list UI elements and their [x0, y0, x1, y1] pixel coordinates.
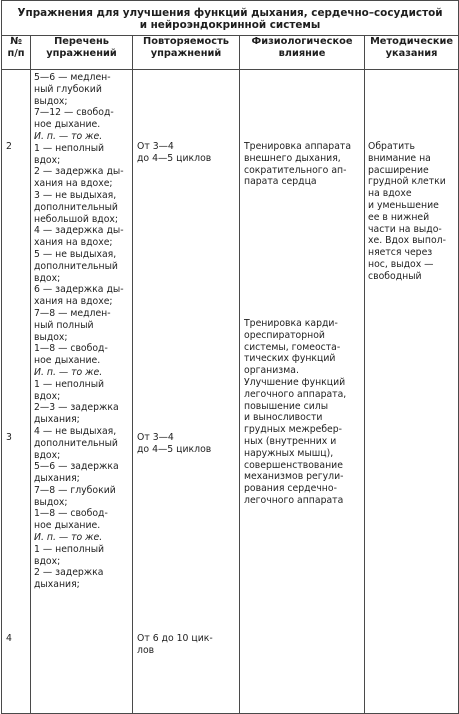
repeat-cell [133, 70, 240, 714]
notes-line: ее в нижней [368, 211, 430, 223]
exercise-line: 6 — задержка ды- [34, 284, 124, 296]
effect-line: парата сердца [244, 176, 317, 188]
header-repeat-line: Повторяемость [143, 36, 229, 47]
notes-line: грудной клетки [368, 176, 446, 188]
exercise-table [1, 0, 459, 714]
exercise-line: 7—8 — глубокий [34, 484, 116, 496]
effect-line: повышение силы [244, 400, 329, 412]
notes-line: нос, выдох — [368, 258, 434, 270]
header-number [2, 36, 31, 70]
exercise-line: 5 — не выдыхая, [34, 248, 117, 260]
exercise-line: 1 — неполный [34, 378, 105, 390]
exercise-line: 1—8 — свобод- [34, 508, 108, 520]
notes-line: Обратить [368, 141, 416, 152]
exercise-line: вдох; [34, 154, 61, 166]
effect-line: Улучшение функций [244, 376, 346, 388]
header-repeat [133, 36, 240, 70]
notes-line: расширение [368, 164, 429, 176]
effect-line: легочного аппарата [244, 494, 344, 506]
exercise-line: ное дыхание. [34, 520, 101, 532]
exercise-line: И. п. — то же. [34, 366, 103, 378]
exercise-line: дыхания; [34, 473, 80, 485]
exercise-line: И. п. — то же. [34, 532, 103, 544]
table-body-row [2, 70, 459, 714]
effect-line: организма. [244, 365, 299, 377]
effect-block [244, 141, 362, 188]
repeat-line: лов [137, 644, 155, 656]
header-number-line: п/п [7, 47, 25, 59]
exercises-text [34, 72, 130, 591]
exercise-line: вдох; [34, 272, 61, 284]
exercise-line: 1—8 — свобод- [34, 343, 108, 355]
exercise-line: 7—12 — свобод- [34, 107, 114, 119]
notes-line: части на выдо- [368, 223, 442, 235]
exercise-line: дополнительный [34, 260, 118, 272]
effect-line: Тренировка аппарата [244, 141, 352, 152]
exercise-line: дополнительный [34, 437, 118, 449]
notes-line: внимание на [368, 152, 431, 164]
exercise-line: вдох; [34, 390, 61, 402]
exercise-line: ный полный [34, 319, 94, 331]
notes-line: на вдохе [368, 188, 412, 200]
effect-line: наружных мышц), [244, 447, 334, 459]
row-number [6, 432, 30, 444]
effect-line: тических функций [244, 353, 336, 365]
header-exercises-line: Перечень [54, 36, 109, 47]
header-effect-line: влияние [278, 47, 326, 59]
row-number [6, 141, 30, 153]
repeat-line: до 4—5 циклов [137, 152, 212, 164]
repeat-line: От 3—4 [137, 432, 174, 443]
repeat-line: до 4—5 циклов [137, 443, 212, 455]
table-title-line: и нейроэндокринной системы [139, 18, 321, 31]
effect-line: сократительного ап- [244, 164, 347, 176]
exercise-line: хания на вдохе; [34, 296, 113, 308]
effect-line: совершенствование [244, 459, 343, 471]
exercise-line: 2—3 — задержка [34, 402, 119, 414]
repeat-line: От 6 до 10 цик- [137, 633, 213, 644]
notes-line: няется через [368, 247, 433, 259]
header-exercises-line: упражнений [46, 47, 117, 59]
exercise-line: выдох; [34, 496, 68, 508]
header-number-line: № [10, 36, 22, 47]
header-row [2, 36, 459, 70]
effect-line: ореспираторной [244, 329, 325, 341]
exercise-line: 1 — неполный [34, 543, 105, 555]
row-number-text: 4 [6, 633, 12, 644]
exercise-line: выдох; [34, 331, 68, 343]
exercise-line: дополнительный [34, 201, 118, 213]
notes-line: хе. Вдох выпол- [368, 235, 446, 247]
header-effect [240, 36, 365, 70]
repeat-block [137, 141, 237, 165]
exercise-line: 4 — не выдыхая, [34, 425, 117, 437]
repeat-line: От 3—4 [137, 141, 174, 152]
notes-cell [365, 70, 459, 714]
exercise-line: выдох; [34, 95, 68, 107]
exercise-line: ное дыхание. [34, 355, 101, 367]
exercise-line: вдох; [34, 555, 61, 567]
effect-line: механизмов регули- [244, 471, 344, 483]
table-title [2, 1, 459, 36]
exercise-line: ный глубокий [34, 83, 102, 95]
exercises-cell [31, 70, 133, 714]
exercise-line: 5—6 — задержка [34, 461, 119, 473]
header-exercises [31, 36, 133, 70]
exercise-line: ное дыхание. [34, 119, 101, 131]
exercise-line: И. п. — то же. [34, 130, 103, 142]
effect-block [244, 318, 362, 507]
exercise-line: небольшой вдох; [34, 213, 119, 225]
notes-line: и уменьшение [368, 199, 439, 211]
number-cell [2, 70, 31, 714]
row-number-text: 2 [6, 141, 12, 152]
row-number [6, 633, 30, 645]
effect-line: Тренировка карди- [244, 318, 338, 329]
exercise-line: 2 — задержка [34, 567, 104, 579]
header-notes-line: Методические [370, 36, 453, 47]
effect-line: грудных межребер- [244, 424, 343, 436]
effect-line: и выносливости [244, 412, 323, 424]
effect-cell [240, 70, 365, 714]
notes-line: свободный [368, 270, 422, 282]
exercise-line: 2 — задержка ды- [34, 166, 124, 178]
effect-line: ных (внутренних и [244, 435, 337, 447]
header-notes [365, 36, 459, 70]
row-number-text: 3 [6, 432, 12, 443]
exercise-line: 3 — не выдыхая, [34, 189, 117, 201]
repeat-block [137, 633, 237, 657]
exercise-line: вдох; [34, 449, 61, 461]
exercise-line: 7—8 — медлен- [34, 307, 111, 319]
exercise-line: 1 — неполный [34, 142, 105, 154]
effect-line: внешнего дыхания, [244, 152, 341, 164]
repeat-block [137, 432, 237, 456]
exercise-line: 5—6 — медлен- [34, 72, 111, 83]
header-notes-line: указания [385, 47, 438, 59]
effect-line: легочного аппарата, [244, 388, 347, 400]
exercise-line: хания на вдохе; [34, 237, 113, 249]
header-repeat-line: упражнений [150, 47, 222, 59]
table-title-line: Упражнения для улучшения функций дыхания, сердечно–сосудистой [17, 6, 443, 19]
notes-block [368, 141, 457, 283]
effect-line: рования сердечно- [244, 483, 337, 495]
effect-line: системы, гомеоста- [244, 341, 341, 353]
exercise-line: дыхания; [34, 414, 80, 426]
exercise-line: 4 — задержка ды- [34, 225, 124, 237]
header-effect-line: Физиологическое [251, 36, 353, 47]
exercise-line: хания на вдохе; [34, 178, 113, 190]
exercise-line: дыхания; [34, 579, 80, 591]
